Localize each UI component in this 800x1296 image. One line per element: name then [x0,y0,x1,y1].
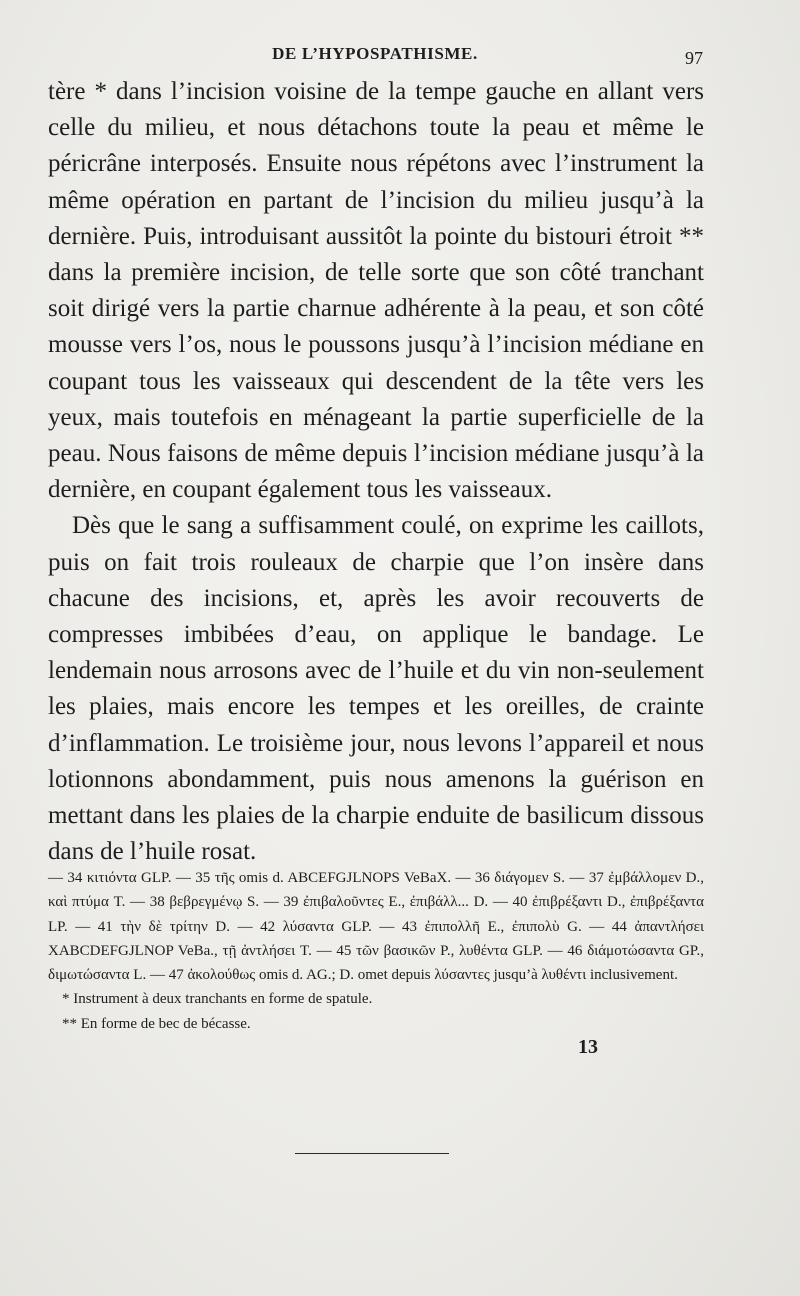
page-number: 97 [685,48,703,68]
main-text [48,74,704,870]
textual-variants-note: — 34 κιτιόντα GLP. — 35 τῆς omis d. ABCEFGJLNOPS VeBaX. — 36 διάγομεν S. — 37 ἐμβάλλομεν D., καὶ πτύμα T. — 38 βεβρεγμένῳ S. — 39 ἐπιβαλοῦντες E., ἐπιβάλλ... D. — 40 ἐπιβρέξαντι D., ἐπιβρέξαντα LP. — 41 τὴν δὲ τρίτην D. — 42 λύσαντα GLP. — 43 ἐπιπολλῆ E., ἐπιπολὺ G. — 44 ἀπαντλήσει XABCDEFGJLNOP VeBa., τῇ ἀντλήσει T. — 45 τῶν βασικῶν P., λυθέντα GLP. — 46 διάμοτώσαντα GP., διμωτώσαντα L. — 47 ἀκολούθως omis d. AG.; D. omet depuis λύσαντες jusqu’à λυθέντι inclusivement. [48,870,704,984]
paragraph-1: tère * dans l’incision voisine de la tempe gauche en allant vers celle du milieu, et nous détachons toute la peau et même le péricrâne interposés. Ensuite nous répétons avec l’instrument la même opération en partant de l’incision du milieu jusqu’à la dernière. Puis, introduisant aussitôt la pointe du bistouri étroit ** dans la première incision, de telle sorte que son côté tranchant soit dirigé vers la partie charnue adhérente à la peau, et son côté mousse vers l’os, nous le poussons jusqu’à l’incision médiane en coupant tous les vaisseaux qui descendent de la tête vers les yeux, mais toutefois en ménageant la partie superficielle de la peau. Nous faisons de même depuis l’incision médiane jusqu’à la dernière, en coupant également tous les vaisseaux. [48,78,704,504]
footnotes [48,866,704,1036]
paragraph-2: Dès que le sang a suffisamment coulé, on exprime les caillots, puis on fait trois rouleaux de charpie que l’on insère dans chacune des incisions, et, après les avoir recouverts de compresses imbibées d’eau, on applique le bandage. Le lendemain nous arrosons avec de l’huile et du vin non-seulement les plaies, mais encore les tempes et les oreilles, de crainte d’inflammation. Le troisième jour, nous levons l’appareil et nous lotionnons abondamment, puis nous amenons la guérison en mettant dans les plaies de la charpie enduite de basilicum dissous dans de l’huile rosat. [48,512,704,866]
footnote-star: * Instrument à deux tranchants en forme de spatule. [62,991,373,1008]
footnote-double-star: ** En forme de bec de bécasse. [62,1015,251,1032]
running-title: DE L’HYPOSPATHISME. [272,44,478,63]
bottom-rule [295,1153,449,1154]
page-header [48,44,702,72]
signature-mark: 13 [578,1036,598,1058]
